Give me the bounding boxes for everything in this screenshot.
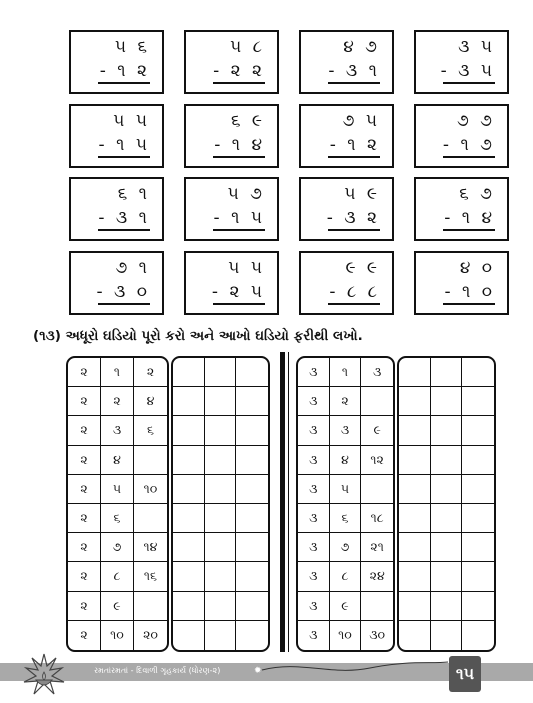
blank-cell[interactable] [205, 592, 237, 621]
blank-cell[interactable] [399, 416, 431, 445]
minuend: ૭ ૫ [342, 111, 380, 131]
table-cell: ૨૪ [361, 562, 393, 591]
blank-cell[interactable] [431, 592, 463, 621]
table-cell: ૨ [134, 358, 167, 387]
table-two-grid [66, 356, 169, 652]
blank-cell[interactable] [462, 387, 494, 416]
blank-cell[interactable] [236, 533, 268, 562]
table-cell: ૭ [330, 533, 362, 562]
minuend: ૪ ૭ [343, 37, 380, 57]
blank-cell[interactable] [173, 416, 205, 445]
spark-icon: ✹ [254, 666, 262, 676]
blank-cell[interactable] [431, 387, 463, 416]
subtrahend: - ૨ ૫ [211, 282, 265, 302]
answer-line [443, 156, 495, 158]
rewrite-grid-two[interactable] [171, 356, 270, 652]
subtrahend: - ૨ ૨ [213, 61, 265, 81]
minuend: ૭ ૧ [115, 258, 150, 278]
table-cell: ૩ [298, 562, 330, 591]
table-cell: ૫ [330, 475, 362, 504]
blank-cell[interactable] [236, 592, 268, 621]
blank-cell[interactable] [462, 446, 494, 475]
table-cell [134, 504, 167, 533]
blank-cell[interactable] [399, 387, 431, 416]
blank-cell[interactable] [205, 446, 237, 475]
table-cell: ૪ [101, 446, 134, 475]
blank-cell[interactable] [205, 358, 237, 387]
table-cell: ૧૦ [101, 621, 134, 650]
answer-line [98, 229, 150, 231]
table-cell: ૬ [101, 504, 134, 533]
subtrahend: - ૧ ૦ [444, 282, 495, 302]
blank-cell[interactable] [173, 621, 205, 650]
subtraction-box [184, 251, 279, 315]
subtrahend: - ૧ ૨ [329, 135, 380, 155]
blank-cell[interactable] [205, 504, 237, 533]
answer-line [443, 229, 495, 231]
table-cell [134, 446, 167, 475]
blank-cell[interactable] [236, 416, 268, 445]
table-cell: ૩ [298, 387, 330, 416]
column-divider [280, 352, 285, 652]
table-cell: ૩ [101, 416, 134, 445]
blank-cell[interactable] [173, 475, 205, 504]
subtraction-box [414, 104, 509, 168]
blank-cell[interactable] [173, 592, 205, 621]
table-cell: ૪ [330, 446, 362, 475]
table-cell: ૧૦ [134, 475, 167, 504]
blank-cell[interactable] [173, 358, 205, 387]
answer-line [213, 303, 265, 305]
table-cell: ૩ [298, 533, 330, 562]
blank-cell[interactable] [205, 533, 237, 562]
minuend: ૫ ૫ [228, 258, 265, 278]
subtrahend: - ૧ ૨ [99, 61, 150, 81]
blank-cell[interactable] [173, 387, 205, 416]
table-cell: ૩ [298, 475, 330, 504]
blank-cell[interactable] [399, 621, 431, 650]
table-cell: ૨ [68, 504, 101, 533]
blank-cell[interactable] [431, 504, 463, 533]
minuend: ૪ ૦ [459, 258, 495, 278]
minuend: ૭ ૭ [456, 111, 495, 131]
blank-cell[interactable] [431, 358, 463, 387]
blank-cell[interactable] [462, 475, 494, 504]
table-cell: ૨ [68, 416, 101, 445]
table-cell: ૮ [330, 562, 362, 591]
exercise-heading: (૧૩) અધૂરો ઘડિયો પૂરો કરો અને આખો ઘડિયો ફરીથી લખો. [33, 328, 363, 344]
blank-cell[interactable] [173, 446, 205, 475]
blank-cell[interactable] [236, 387, 268, 416]
subtraction-box [299, 177, 394, 241]
table-cell: ૨ [68, 387, 101, 416]
subtrahend: - ૮ ૮ [329, 282, 380, 302]
subtraction-box [184, 30, 279, 94]
subtrahend: - ૧ ૪ [444, 208, 495, 228]
table-cell [134, 592, 167, 621]
blank-cell[interactable] [399, 562, 431, 591]
wire-decoration [260, 658, 450, 678]
blank-cell[interactable] [431, 475, 463, 504]
subtraction-box [184, 104, 279, 168]
blank-cell[interactable] [431, 416, 463, 445]
blank-cell[interactable] [236, 504, 268, 533]
page-number: ૧૫ [449, 656, 481, 692]
table-cell: ૧૪ [134, 533, 167, 562]
blank-cell[interactable] [462, 562, 494, 591]
blank-cell[interactable] [236, 446, 268, 475]
blank-cell[interactable] [399, 475, 431, 504]
subtraction-box [299, 251, 394, 315]
table-cell: ૩૦ [369, 627, 386, 643]
subtrahend: - ૧ ૪ [214, 135, 265, 155]
table-cell: ૨ [68, 446, 101, 475]
footer-text: રમતાંરમતાં - દિવાળી ગૃહકાર્ય (ધોરણ-૨) [94, 666, 221, 675]
blank-cell[interactable] [431, 533, 463, 562]
answer-line [98, 156, 150, 158]
subtrahend: - ૧ ૫ [213, 208, 265, 228]
table-cell: ૩ [298, 621, 330, 650]
table-cell [361, 592, 393, 621]
table-cell: ૮ [101, 562, 134, 591]
table-cell: ૨ [68, 621, 101, 650]
answer-line [213, 156, 265, 158]
minuend: ૯ ૯ [345, 258, 380, 278]
table-cell: ૧ [101, 358, 134, 387]
blank-cell[interactable] [462, 592, 494, 621]
blank-cell[interactable] [462, 621, 494, 650]
table-cell: ૩ [298, 416, 330, 445]
answer-line [328, 82, 380, 84]
blank-cell[interactable] [236, 562, 268, 591]
table-cell: ૪ [134, 387, 167, 416]
table-cell: ૧ [330, 358, 362, 387]
minuend: ૫ ૯ [344, 184, 380, 204]
rewrite-grid-three[interactable] [397, 356, 496, 652]
answer-line [328, 156, 380, 158]
answer-line [328, 303, 380, 305]
blank-cell[interactable] [236, 358, 268, 387]
table-three-grid [296, 356, 395, 652]
minuend: ૬ ૯ [231, 111, 265, 131]
blank-cell[interactable] [236, 621, 268, 650]
table-cell: ૯ [101, 592, 134, 621]
minuend: ૫ ૬ [114, 37, 150, 57]
subtrahend: - ૩ ૫ [440, 61, 495, 81]
minuend: ૬ ૭ [459, 184, 495, 204]
table-cell: ૬ [330, 504, 362, 533]
blank-cell[interactable] [462, 416, 494, 445]
blank-cell[interactable] [173, 562, 205, 591]
subtraction-box [69, 177, 164, 241]
subtrahend: - ૩ ૧ [328, 61, 380, 81]
table-cell: ૬ [134, 416, 167, 445]
table-cell: ૨૦ [143, 627, 158, 643]
blank-cell[interactable] [462, 358, 494, 387]
subtrahend: - ૩ ૧ [98, 208, 150, 228]
table-cell: ૩ [361, 358, 393, 387]
table-cell: ૩ [298, 592, 330, 621]
answer-line [213, 82, 265, 84]
subtraction-box [299, 104, 394, 168]
blank-cell[interactable] [205, 387, 237, 416]
table-cell: ૨ [68, 592, 101, 621]
subtrahend: - ૩ ૦ [96, 282, 150, 302]
blank-cell[interactable] [205, 416, 237, 445]
table-cell: ૭ [101, 533, 134, 562]
table-cell: ૩ [298, 446, 330, 475]
blank-cell[interactable] [236, 475, 268, 504]
subtraction-box [414, 251, 509, 315]
table-cell: ૨ [68, 533, 101, 562]
table-cell: ૩ [298, 358, 330, 387]
minuend: ૬ ૧ [117, 184, 150, 204]
table-cell: ૯ [361, 416, 393, 445]
table-cell: ૧૨ [361, 446, 393, 475]
subtraction-box [69, 251, 164, 315]
subtraction-box [69, 104, 164, 168]
diya-logo-icon [22, 650, 66, 698]
blank-cell[interactable] [462, 504, 494, 533]
minuend: ૫ ૭ [227, 184, 265, 204]
blank-cell[interactable] [399, 504, 431, 533]
blank-cell[interactable] [431, 562, 463, 591]
subtraction-box [69, 30, 164, 94]
minuend: ૩ ૫ [458, 37, 495, 57]
blank-cell[interactable] [399, 533, 431, 562]
subtraction-box [414, 177, 509, 241]
subtrahend: - ૧ ૭ [442, 135, 495, 155]
subtraction-box [414, 30, 509, 94]
answer-line [443, 82, 495, 84]
table-cell: ૨ [68, 562, 101, 591]
table-cell: ૨૧ [361, 533, 393, 562]
table-cell: ૩ [330, 416, 362, 445]
table-cell: ૩ [298, 504, 330, 533]
answer-line [98, 82, 150, 84]
blank-cell[interactable] [173, 533, 205, 562]
table-cell: ૫ [101, 475, 134, 504]
blank-cell[interactable] [431, 621, 463, 650]
minuend: ૫ ૮ [230, 37, 265, 57]
subtrahend: - ૩ ૨ [326, 208, 380, 228]
table-cell: ૧૦ [330, 621, 362, 650]
blank-cell[interactable] [205, 621, 237, 650]
table-cell [361, 475, 393, 504]
blank-cell[interactable] [399, 446, 431, 475]
answer-line [443, 303, 495, 305]
subtraction-box [299, 30, 394, 94]
blank-cell[interactable] [205, 562, 237, 591]
answer-line [213, 229, 265, 231]
blank-cell[interactable] [462, 533, 494, 562]
column-divider-thin [288, 352, 289, 652]
table-cell: ૧૮ [361, 504, 393, 533]
subtraction-box [184, 177, 279, 241]
answer-line [98, 303, 150, 305]
table-cell: ૧૬ [134, 562, 167, 591]
blank-cell[interactable] [205, 475, 237, 504]
blank-cell[interactable] [431, 446, 463, 475]
table-cell: ૨ [330, 387, 362, 416]
table-cell [361, 387, 393, 416]
answer-line [328, 229, 380, 231]
blank-cell[interactable] [173, 504, 205, 533]
table-cell: ૯ [330, 592, 362, 621]
table-cell: ૨ [68, 358, 101, 387]
table-cell: ૨ [68, 475, 101, 504]
table-cell: ૨ [101, 387, 134, 416]
blank-cell[interactable] [399, 592, 431, 621]
minuend: ૫ ૫ [113, 111, 150, 131]
blank-cell[interactable] [399, 358, 431, 387]
subtrahend: - ૧ ૫ [98, 135, 150, 155]
